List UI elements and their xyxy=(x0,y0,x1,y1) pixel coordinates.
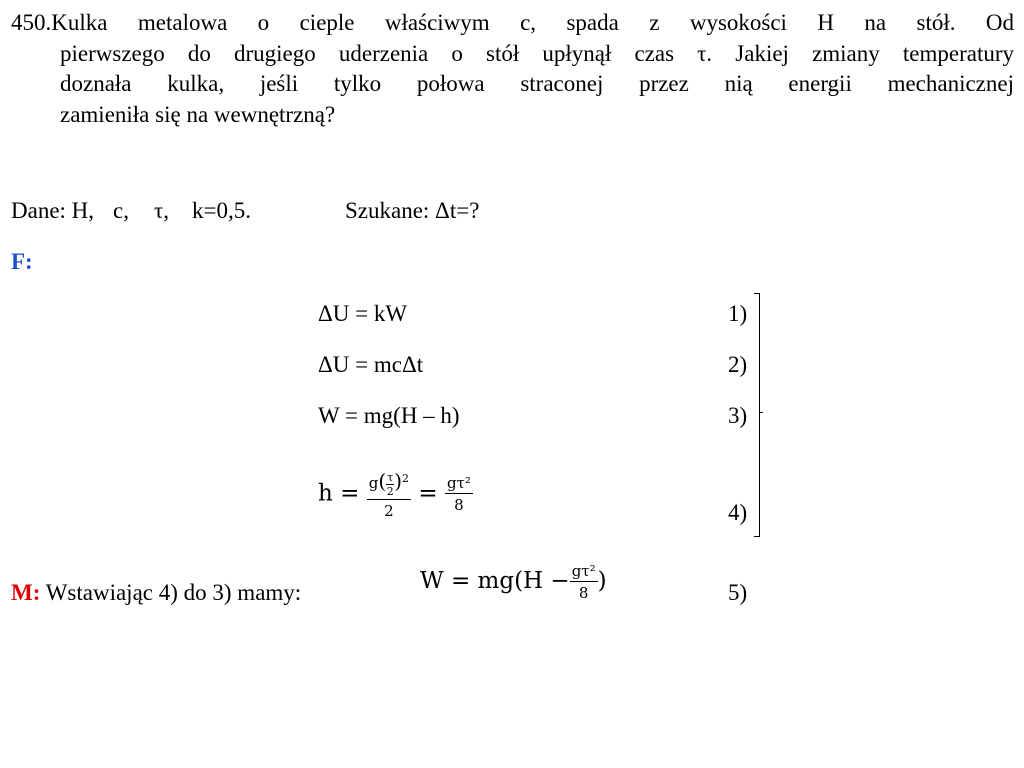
equation-4-lhs: h = xyxy=(318,480,360,507)
equation-1: ΔU = kW xyxy=(318,301,408,326)
equation-4-fraction-1-numerator: g( $\frac{\tau}{2}$ )$^2$ xyxy=(368,469,410,498)
equation-3-number: 3) xyxy=(728,403,748,428)
problem-line-3 xyxy=(11,69,1014,100)
problem-text-line-1: Kulka metalowa o cieple właściwym c, spada z wysokości H na stół. Od xyxy=(51,10,1014,35)
equation-5-fraction-denominator: 8 xyxy=(578,584,589,602)
given-k: k=0,5. xyxy=(192,198,251,223)
equation-5-close: ) xyxy=(597,568,607,594)
equation-4-fraction-2-denominator: 8 xyxy=(454,496,464,515)
equation-5-fraction-numerator: gτ² xyxy=(571,562,596,580)
equation-3: W = mg(H – h) xyxy=(318,403,460,428)
problem-text-line-4: zamieniła się na wewnętrzną? xyxy=(60,101,336,127)
equation-4-fraction-1-denominator: 2 xyxy=(384,501,394,520)
problem-line-4 xyxy=(11,100,1014,131)
problem-number: 450. xyxy=(11,10,52,35)
problem-line-1 xyxy=(11,8,1014,39)
problem-text-line-3: doznała kulka, jeśli tylko połowa straconej przez nią energii mechanicznej xyxy=(60,71,1014,96)
equation-4-inner-2: 2 xyxy=(386,484,394,498)
equation-4-inner-tau: τ xyxy=(387,470,394,484)
equation-2: ΔU = mcΔt xyxy=(318,352,424,377)
problem-text-line-2: pierwszego do drugiego uderzenia o stół upłynął czas τ. Jakiej zmiany temperatury xyxy=(60,40,1014,66)
equation-4-number: 4) xyxy=(728,500,748,525)
equation-2-number: 2) xyxy=(728,352,748,377)
equation-4-equals: = xyxy=(418,480,438,507)
equation-5-number: 5) xyxy=(728,580,748,605)
equation-5-fraction xyxy=(570,562,598,602)
equation-4-fraction-2 xyxy=(445,474,473,514)
equation-1-number: 1) xyxy=(728,301,748,326)
equation-bracket xyxy=(754,293,760,537)
equation-4-g: g xyxy=(368,474,379,492)
equation-4-fraction-2-numerator: gτ² xyxy=(446,474,471,493)
equation-4-square: 2 xyxy=(402,472,410,485)
equation-4 xyxy=(318,469,473,520)
given-label: Dane: H, xyxy=(11,198,95,223)
equation-bracket-tick xyxy=(759,412,763,413)
method-label: M: xyxy=(11,580,41,605)
method-text: Wstawiając 4) do 3) mamy: xyxy=(45,580,302,605)
given-c: c, xyxy=(113,198,129,223)
given-tau: τ, xyxy=(154,198,169,223)
problem-statement xyxy=(11,8,1014,130)
equation-5-lhs: W = mg(H − xyxy=(420,568,570,594)
method-line xyxy=(11,580,301,606)
given-line xyxy=(11,198,479,224)
equation-5 xyxy=(420,562,607,602)
sought: Szukane: Δt=? xyxy=(344,198,480,223)
equation-4-fraction-1 xyxy=(367,469,411,520)
physics-label: F: xyxy=(11,249,33,274)
problem-line-2 xyxy=(11,39,1014,70)
